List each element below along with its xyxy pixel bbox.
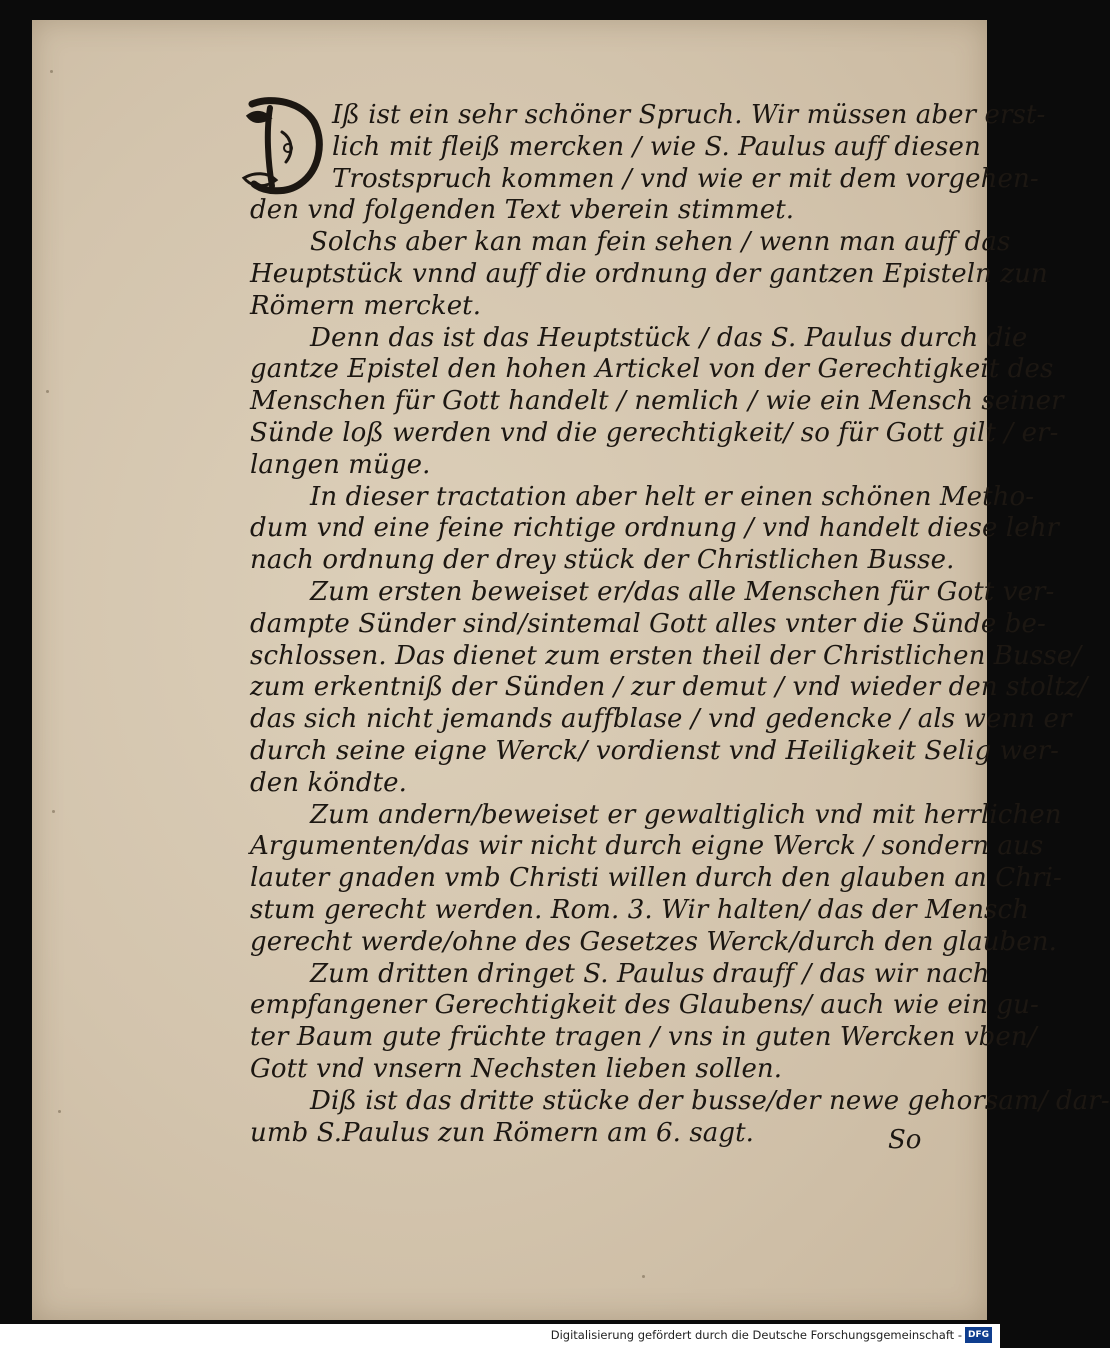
text-line: Sünde loß werden vnd die gerechtigkeit/ so für Gott gilt / er- xyxy=(250,417,1059,448)
text-line: Gott vnd vnsern Nechsten lieben sollen. xyxy=(250,1053,783,1084)
text-line: gantze Epistel den hohen Artickel von der Gerechtigkeit des xyxy=(250,354,1054,385)
text-line: Menschen für Gott handelt / nemlich / wie ein Mensch seiner xyxy=(250,386,1064,417)
digitization-footer xyxy=(0,1324,1000,1348)
text-line: langen müge. xyxy=(250,449,431,480)
text-line: Römern mercket. xyxy=(250,290,482,321)
text-line: Zum andern/beweiset er gewaltiglich vnd mit herrlichen xyxy=(310,799,1062,830)
text-line: Zum ersten beweiset er/das alle Menschen für Gott ver- xyxy=(310,576,1055,607)
text-line: das sich nicht jemands auffblase / vnd gedencke / als wenn er xyxy=(250,704,1072,735)
body-text xyxy=(250,100,1110,1149)
text-line: lauter gnaden vmb Christi willen durch den glauben an Chri- xyxy=(250,863,1062,894)
text-line: dampte Sünder sind/sintemal Gott alles vnter die Sünde be- xyxy=(250,608,1046,639)
text-line: ter Baum gute früchte tragen / vns in guten Wercken vben/ xyxy=(250,1022,1037,1053)
text-line: Denn das ist das Heuptstück / das S. Paulus durch die xyxy=(310,322,1028,353)
text-line: Heuptstück vnnd auff die ordnung der gantzen Episteln zun xyxy=(250,258,1048,289)
text-line: empfangener Gerechtigkeit des Glaubens/ auch wie ein gu- xyxy=(250,990,1039,1021)
text-line: schlossen. Das dienet zum ersten theil der Christlichen Busse/ xyxy=(250,640,1082,671)
text-line: zum erkentniß der Sünden / zur demut / vnd wieder den stoltz/ xyxy=(250,672,1088,703)
paper-speck xyxy=(58,1110,61,1113)
text-line: Argumenten/das wir nicht durch eigne Werck / sondern aus xyxy=(250,831,1044,862)
paper-speck xyxy=(46,390,49,393)
text-line: umb S.Paulus zun Römern am 6. sagt. xyxy=(250,1117,755,1148)
text-line: nach ordnung der drey stück der Christlichen Busse. xyxy=(250,545,955,576)
text-line: Zum dritten dringet S. Paulus drauff / das wir nach xyxy=(310,958,990,989)
text-line: durch seine eigne Werck/ vordienst vnd Heiligkeit Selig wer- xyxy=(250,735,1060,766)
dfg-logo-icon: DFG xyxy=(965,1327,992,1343)
text-line: Trostspruch kommen / vnd wie er mit dem vorgehen- xyxy=(332,163,1039,194)
text-line: Solchs aber kan man fein sehen / wenn man auff das xyxy=(310,227,1011,258)
paper-speck xyxy=(642,1275,645,1278)
text-line: dum vnd eine feine richtige ordnung / vnd handelt diese lehr xyxy=(250,513,1060,544)
text-line: Diß ist das dritte stücke der busse/der newe gehorsam/ dar- xyxy=(310,1085,1110,1116)
text-line: lich mit fleiß mercken / wie S. Paulus auff diesen xyxy=(332,131,981,162)
paper-speck xyxy=(52,810,55,813)
paper-speck xyxy=(50,70,53,73)
text-line: den vnd folgenden Text vberein stimmet. xyxy=(250,195,795,226)
text-line: In dieser tractation aber helt er einen schönen Metho- xyxy=(310,481,1035,512)
text-line: den köndte. xyxy=(250,767,408,798)
text-line: Iß ist ein sehr schöner Spruch. Wir müssen aber erst- xyxy=(332,100,1046,130)
catchword: So xyxy=(888,1125,922,1155)
text-line: gerecht werde/ohne des Gesetzes Werck/durch den glauben. xyxy=(250,926,1057,957)
funding-notice: Digitalisierung gefördert durch die Deutsche Forschungsgemeinschaft - xyxy=(550,1328,962,1342)
text-line: stum gerecht werden. Rom. 3. Wir halten/ das der Mensch xyxy=(250,894,1029,925)
